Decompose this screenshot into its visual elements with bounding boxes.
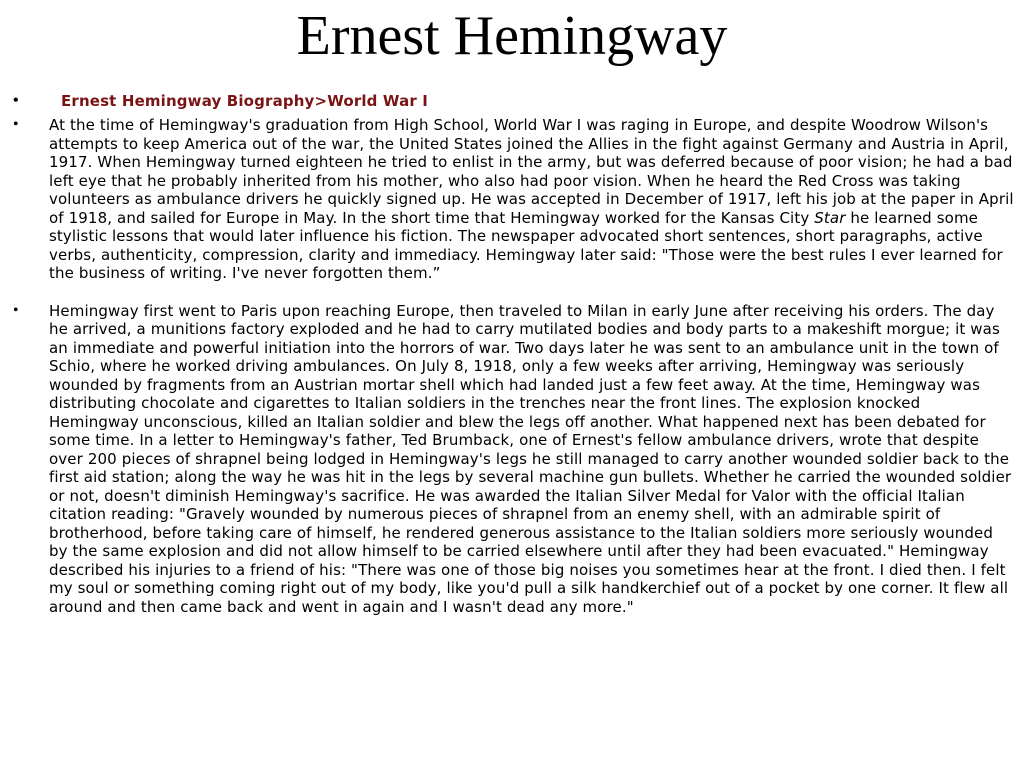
bullet-icon: • (13, 92, 19, 109)
newspaper-title: Star (814, 208, 846, 227)
paragraph-text-part: he learned some stylistic lessons that would later influence his fiction. The newspaper advocated short sentences, short paragraphs, active verbs, authenticity, compression, clarity and immediacy. Hemingway later said: "Those were the best rules I ever learned for the business of writing. I've never forgotten them.” (49, 208, 1003, 282)
bullet-list (0, 92, 1024, 616)
paragraph-item-paris (0, 302, 1024, 617)
bullet-icon: • (13, 116, 19, 133)
paragraph-item-graduation (0, 116, 1024, 283)
paragraph-text-part: At the time of Hemingway's graduation from High School, World War I was raging in Europe, and despite Woodrow Wilson's attempts to keep America out of the war, the United States joined the Allies in the fight against Germany and Austria in April, 1917. When Hemingway turned eighteen he tried to enlist in the army, but was deferred because of poor vision; he had a bad left eye that he probably inherited from his mother, who also had poor vision. When he heard the Red Cross was taking volunteers as ambulance drivers he quickly signed up. He was accepted in December of 1917, left his job at the paper in April of 1918, and sailed for Europe in May. In the short time that Hemingway worked for the Kansas City (49, 116, 1014, 227)
bullet-icon: • (13, 301, 19, 319)
section-heading-item (0, 92, 1024, 114)
paragraph-text (49, 116, 1014, 282)
page-title: Ernest Hemingway (296, 5, 728, 67)
section-heading: Ernest Hemingway Biography>World War I (61, 92, 428, 110)
paragraph-text: Hemingway first went to Paris upon reaching Europe, then traveled to Milan in early June after receiving his orders. The day he arrived, a munitions factory exploded and he had to carry mutilated bodies and body parts to a makeshift morgue; it was an immediate and powerful initiation into the horrors of war. Two days later he was sent to an ambulance unit in the town of Schio, where he worked driving ambulances. On July 8, 1918, only a few weeks after arriving, Hemingway was seriously wounded by fragments from an Austrian mortar shell which had landed just a few feet away. At the time, Hemingway was distributing chocolate and cigarettes to Italian soldiers in the trenches near the front lines. The explosion knocked Hemingway unconscious, killed an Italian soldier and blew the legs off another. What happened next has been debated for some time. In a letter to Hemingway's father, Ted Brumback, one of Ernest's fellow ambulance drivers, wrote that despite over 200 pieces of shrapnel being lodged in Hemingway's legs he still managed to carry another wounded soldier back to the first aid station; along the way he was hit in the legs by several machine gun bullets. Whether he carried the wounded soldier or not, doesn't diminish Hemingway's sacrifice. He was awarded the Italian Silver Medal for Valor with the official Italian citation reading: "Gravely wounded by numerous pieces of shrapnel from an enemy shell, with an admirable spirit of brotherhood, before taking care of himself, he rendered generous assistance to the Italian soldiers more seriously wounded by the same explosion and did not allow himself to be carried elsewhere until after they had been evacuated." Hemingway described his injuries to a friend of his: "There was one of those big noises you sometimes hear at the front. I died then. I felt my soul or something coming right out of my body, like you'd pull a silk handkerchief out of a pocket by one corner. It flew all around and then came back and went in again and I wasn't dead any more." (49, 301, 1012, 616)
